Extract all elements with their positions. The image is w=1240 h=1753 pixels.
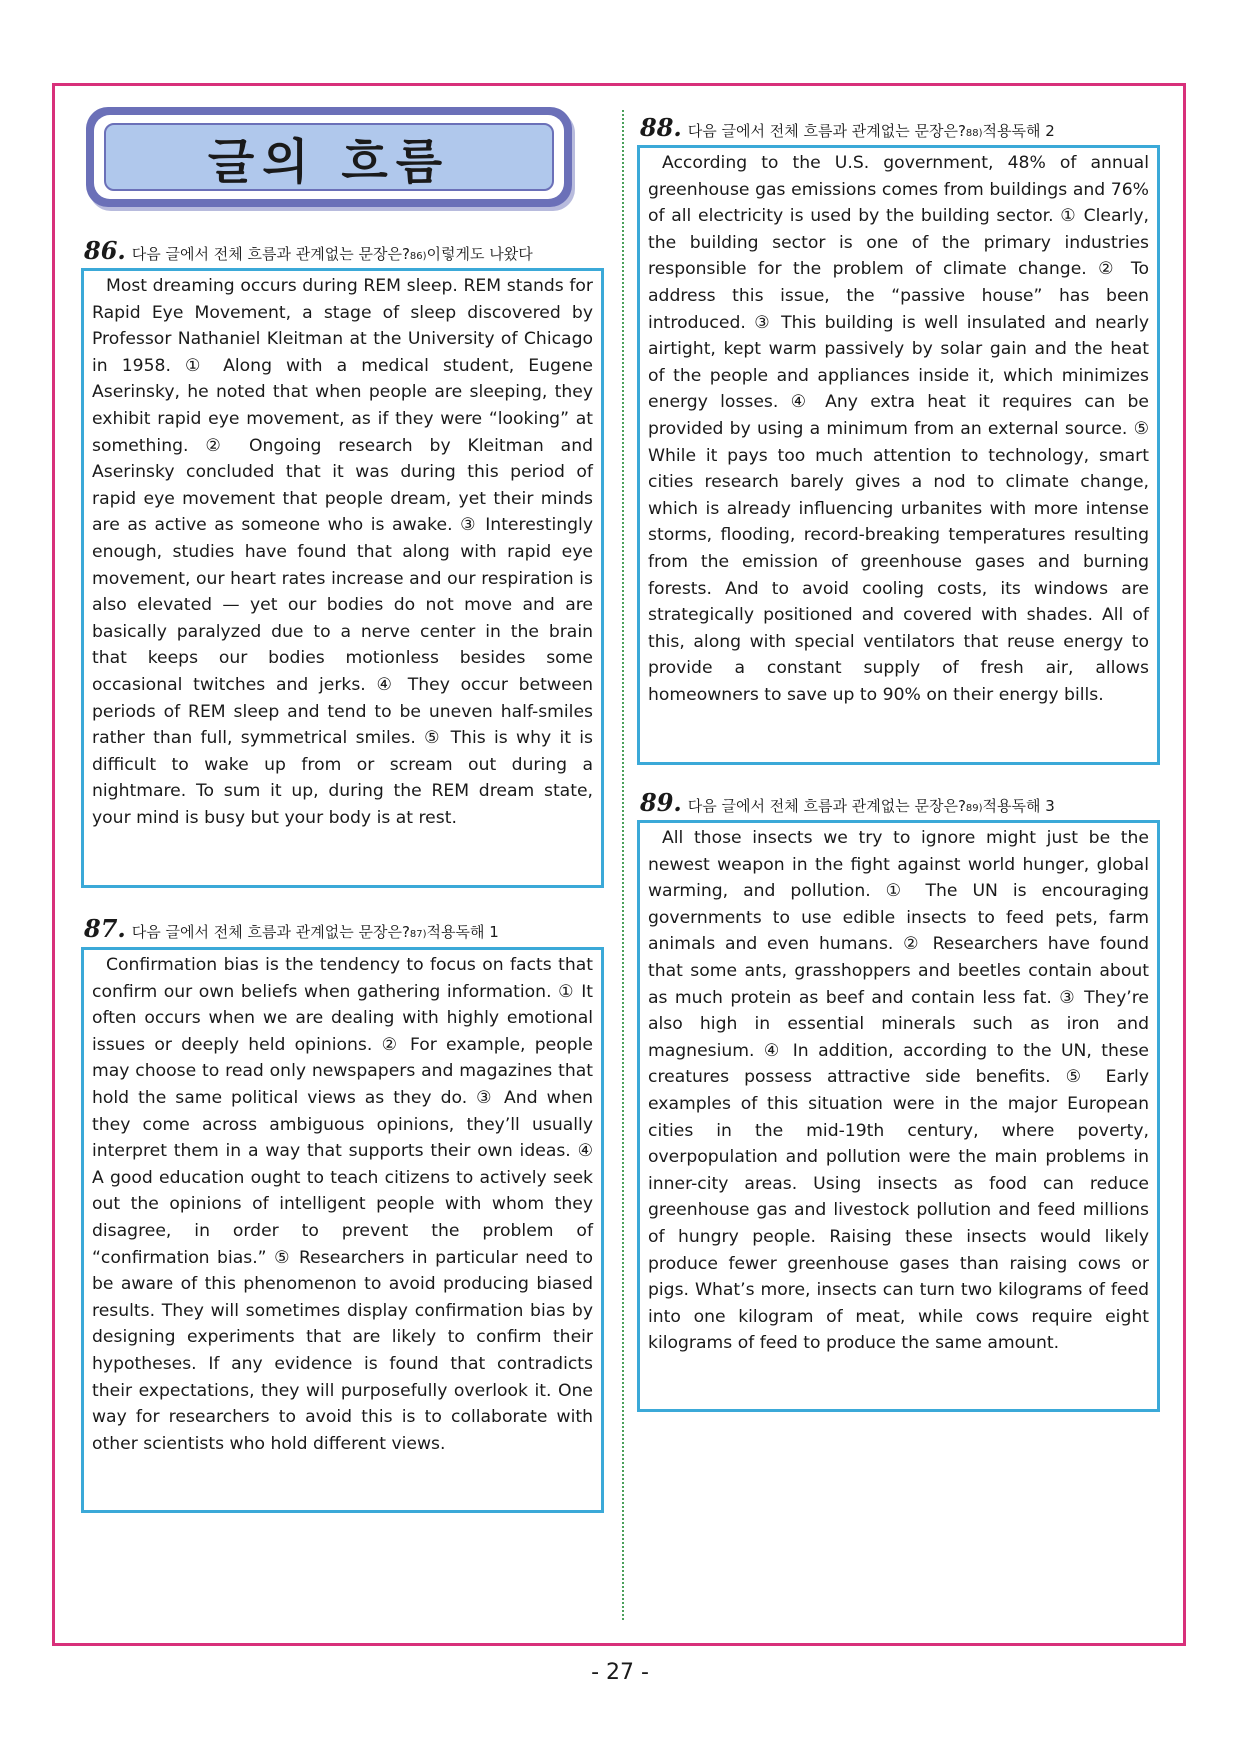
question-86-passage-box bbox=[81, 268, 604, 888]
question-86-passage: Most dreaming occurs during REM sleep. REM stands for Rapid Eye Movement, a stage of sleep discovered by Professor Nathaniel Kleitman at the University of Chicago in 1958. ① Along with a medical student, Eugene Aserinsky, he noted that when people are sleeping, they exhibit rapid eye movement, as if they were “looking” at something. ② Ongoing research by Kleitman and Aserinsky concluded that it was during this period of rapid eye movement that people dream, yet their minds are as active as someone who is awake. ③ Interestingly enough, studies have found that along with rapid eye movement, our heart rates increase and our respiration is also elevated — yet our bodies do not move and are basically paralyzed due to a nerve center in the brain that keeps our bodies motionless besides some occasional twitches and jerks. ④ They occur between periods of REM sleep and tend to be uneven half-smiles rather than full, symmetrical smiles. ⑤ This is why it is difficult to wake up from or scream out during a nightmare. To sum it up, during the REM dream state, your mind is busy but your body is at rest. bbox=[92, 276, 593, 828]
footnote-marker: 86) bbox=[409, 251, 427, 262]
question-88-passage: According to the U.S. government, 48% of annual greenhouse gas emissions comes from buildings and 76% of all electricity is used by the building sector. ① Clearly, the building sector is one of the primary industries responsible for the problem of climate change. ② To address this issue, the “passive house” has been introduced. ③ This building is well insulated and nearly airtight, kept warm passively by solar gain and the heat of the people and appliances inside it, which minimizes energy losses. ④ Any extra heat it requires can be provided by using a minimum from an external source. ⑤ While it pays too much attention to technology, smart cities research barely gives a nod to climate change, which is already influencing urbanites with more intense storms, flooding, record-breaking temperatures resulting from the emission of greenhouse gases and burning forests. And to avoid cooling costs, its windows are strategically positioned and covered with shades. All of this, along with special ventilators that reuse energy to provide a constant supply of fresh air, allows homeowners to save up to 90% on their energy bills. bbox=[648, 153, 1149, 705]
column-divider bbox=[622, 110, 624, 1620]
question-89-passage: All those insects we try to ignore might just be the newest weapon in the fight against world hunger, global warming, and pollution. ① The UN is encouraging governments to use edible insects to feed pets, farm animals and even humans. ② Researchers have found that some ants, grasshoppers and beetles contain about as much protein as beef and contain less fat. ③ They’re also high in essential minerals such as iron and magnesium. ④ In addition, according to the UN, these creatures possess attractive side benefits. ⑤ Early examples of this situation were in the major European cities in the mid-19th century, where poverty, overpopulation and pollution were the main problems in inner-city areas. Using insects as food can reduce greenhouse gas and livestock pollution and feed millions of hungry people. Raising these insects would likely produce fewer greenhouse gases than raising cows or pigs. What’s more, insects can turn two kilograms of feed into one kilogram of meat, while cows require eight kilograms of feed to produce the same amount. bbox=[648, 828, 1149, 1354]
page-number: - 27 - bbox=[591, 1660, 649, 1685]
question-source: 적용독해 2 bbox=[982, 122, 1055, 140]
question-prompt: 다음 글에서 전체 흐름과 관계없는 문장은? bbox=[687, 797, 966, 815]
question-number: 88. bbox=[640, 113, 682, 142]
question-88-header bbox=[640, 113, 1055, 142]
question-number: 89. bbox=[640, 788, 682, 817]
footnote-marker: 89) bbox=[965, 803, 983, 814]
question-source: 적용독해 1 bbox=[426, 923, 499, 941]
question-87-passage: Confirmation bias is the tendency to focus on facts that confirm our own beliefs when gathering information. ① It often occurs when we are dealing with highly emotional issues or deeply held opinions. ② For example, people may choose to read only newspapers and magazines that hold the same political views as they do. ③ And when they come across ambiguous opinions, they’ll usually interpret them in a way that supports their own ideas. ④ A good education ought to teach citizens to actively seek out the opinions of intelligent people with whom they disagree, in order to prevent the problem of “confirmation bias.” ⑤ Researchers in particular need to be aware of this phenomenon to avoid producing biased results. They will sometimes display confirmation bias by designing experiments that are likely to confirm their hypotheses. If any evidence is found that contradicts their expectations, they will purposefully overlook it. One way for researchers to avoid this is to collaborate with other scientists who hold different views. bbox=[92, 955, 593, 1454]
question-prompt: 다음 글에서 전체 흐름과 관계없는 문장은? bbox=[131, 245, 410, 263]
question-number: 87. bbox=[84, 914, 126, 943]
question-89-passage-box bbox=[637, 820, 1160, 1412]
question-88-passage-box bbox=[637, 145, 1160, 765]
section-banner bbox=[86, 107, 572, 207]
question-89-header bbox=[640, 788, 1055, 817]
question-87-passage-box bbox=[81, 947, 604, 1513]
question-source: 이렇게도 나왔다 bbox=[426, 245, 533, 263]
question-number: 86. bbox=[84, 236, 126, 265]
footnote-marker: 88) bbox=[965, 128, 983, 139]
footnote-marker: 87) bbox=[409, 929, 427, 940]
question-source: 적용독해 3 bbox=[982, 797, 1055, 815]
section-title: 글의 흐름 bbox=[207, 133, 451, 190]
question-prompt: 다음 글에서 전체 흐름과 관계없는 문장은? bbox=[131, 923, 410, 941]
question-86-header bbox=[84, 236, 533, 265]
question-87-header bbox=[84, 914, 499, 943]
question-prompt: 다음 글에서 전체 흐름과 관계없는 문장은? bbox=[687, 122, 966, 140]
